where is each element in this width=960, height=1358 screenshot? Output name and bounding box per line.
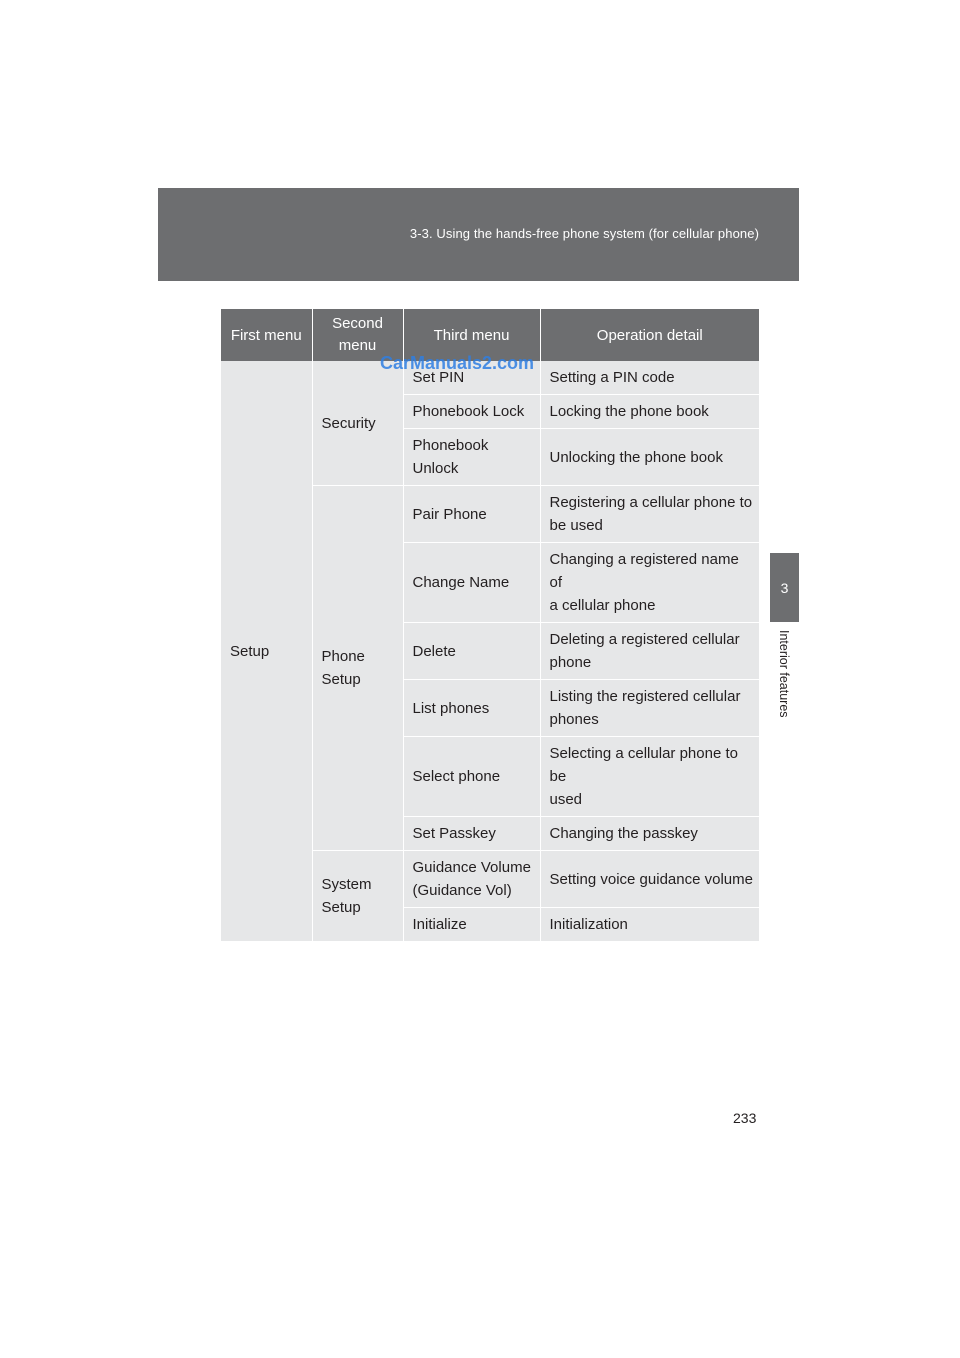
operation-detail-cell: Changing the passkey [540,817,759,851]
third-menu-cell: Delete [403,623,540,680]
second-menu-phone-setup: Phone Setup [312,486,403,851]
first-menu-cell: Setup [221,361,312,942]
chapter-side-label [771,630,797,750]
header-third-menu: Third menu [403,309,540,361]
second-menu-security: Security [312,361,403,486]
third-menu-cell: Phonebook Unlock [403,429,540,486]
section-title: 3-3. Using the hands-free phone system (for cellular phone) [409,226,759,241]
watermark-text: CarManuals2.com [380,353,535,373]
header-second-menu: Second menu [312,309,403,361]
third-menu-cell: Phonebook Lock [403,395,540,429]
operation-detail-cell: Initialization [540,908,759,942]
third-menu-cell: List phones [403,680,540,737]
menu-table [221,309,759,942]
chapter-tab [770,553,799,622]
third-menu-cell: Set PIN [403,361,540,395]
second-menu-system-setup: System Setup [312,851,403,942]
third-menu-cell: Guidance Volume (Guidance Vol) [403,851,540,908]
operation-detail-cell: Changing a registered name of a cellular phone [540,543,759,623]
third-menu-cell: Pair Phone [403,486,540,543]
operation-detail-cell: Setting voice guidance volume [540,851,759,908]
chapter-label: Interior features [777,630,791,718]
operation-detail-cell: Setting a PIN code [540,361,759,395]
operation-detail-cell: Locking the phone book [540,395,759,429]
page-number: 233 [733,1110,757,1126]
section-header-band [158,188,799,281]
operation-detail-cell: Deleting a registered cellular phone [540,623,759,680]
operation-detail-cell: Selecting a cellular phone to be used [540,737,759,817]
operation-detail-cell: Registering a cellular phone to be used [540,486,759,543]
operation-detail-cell: Listing the registered cellular phones [540,680,759,737]
chapter-number: 3 [780,579,789,596]
operation-detail-cell: Unlocking the phone book [540,429,759,486]
header-operation-detail: Operation detail [540,309,759,361]
third-menu-cell: Change Name [403,543,540,623]
third-menu-cell: Select phone [403,737,540,817]
header-first-menu: First menu [221,309,312,361]
third-menu-cell: Set Passkey [403,817,540,851]
third-menu-cell: Initialize [403,908,540,942]
